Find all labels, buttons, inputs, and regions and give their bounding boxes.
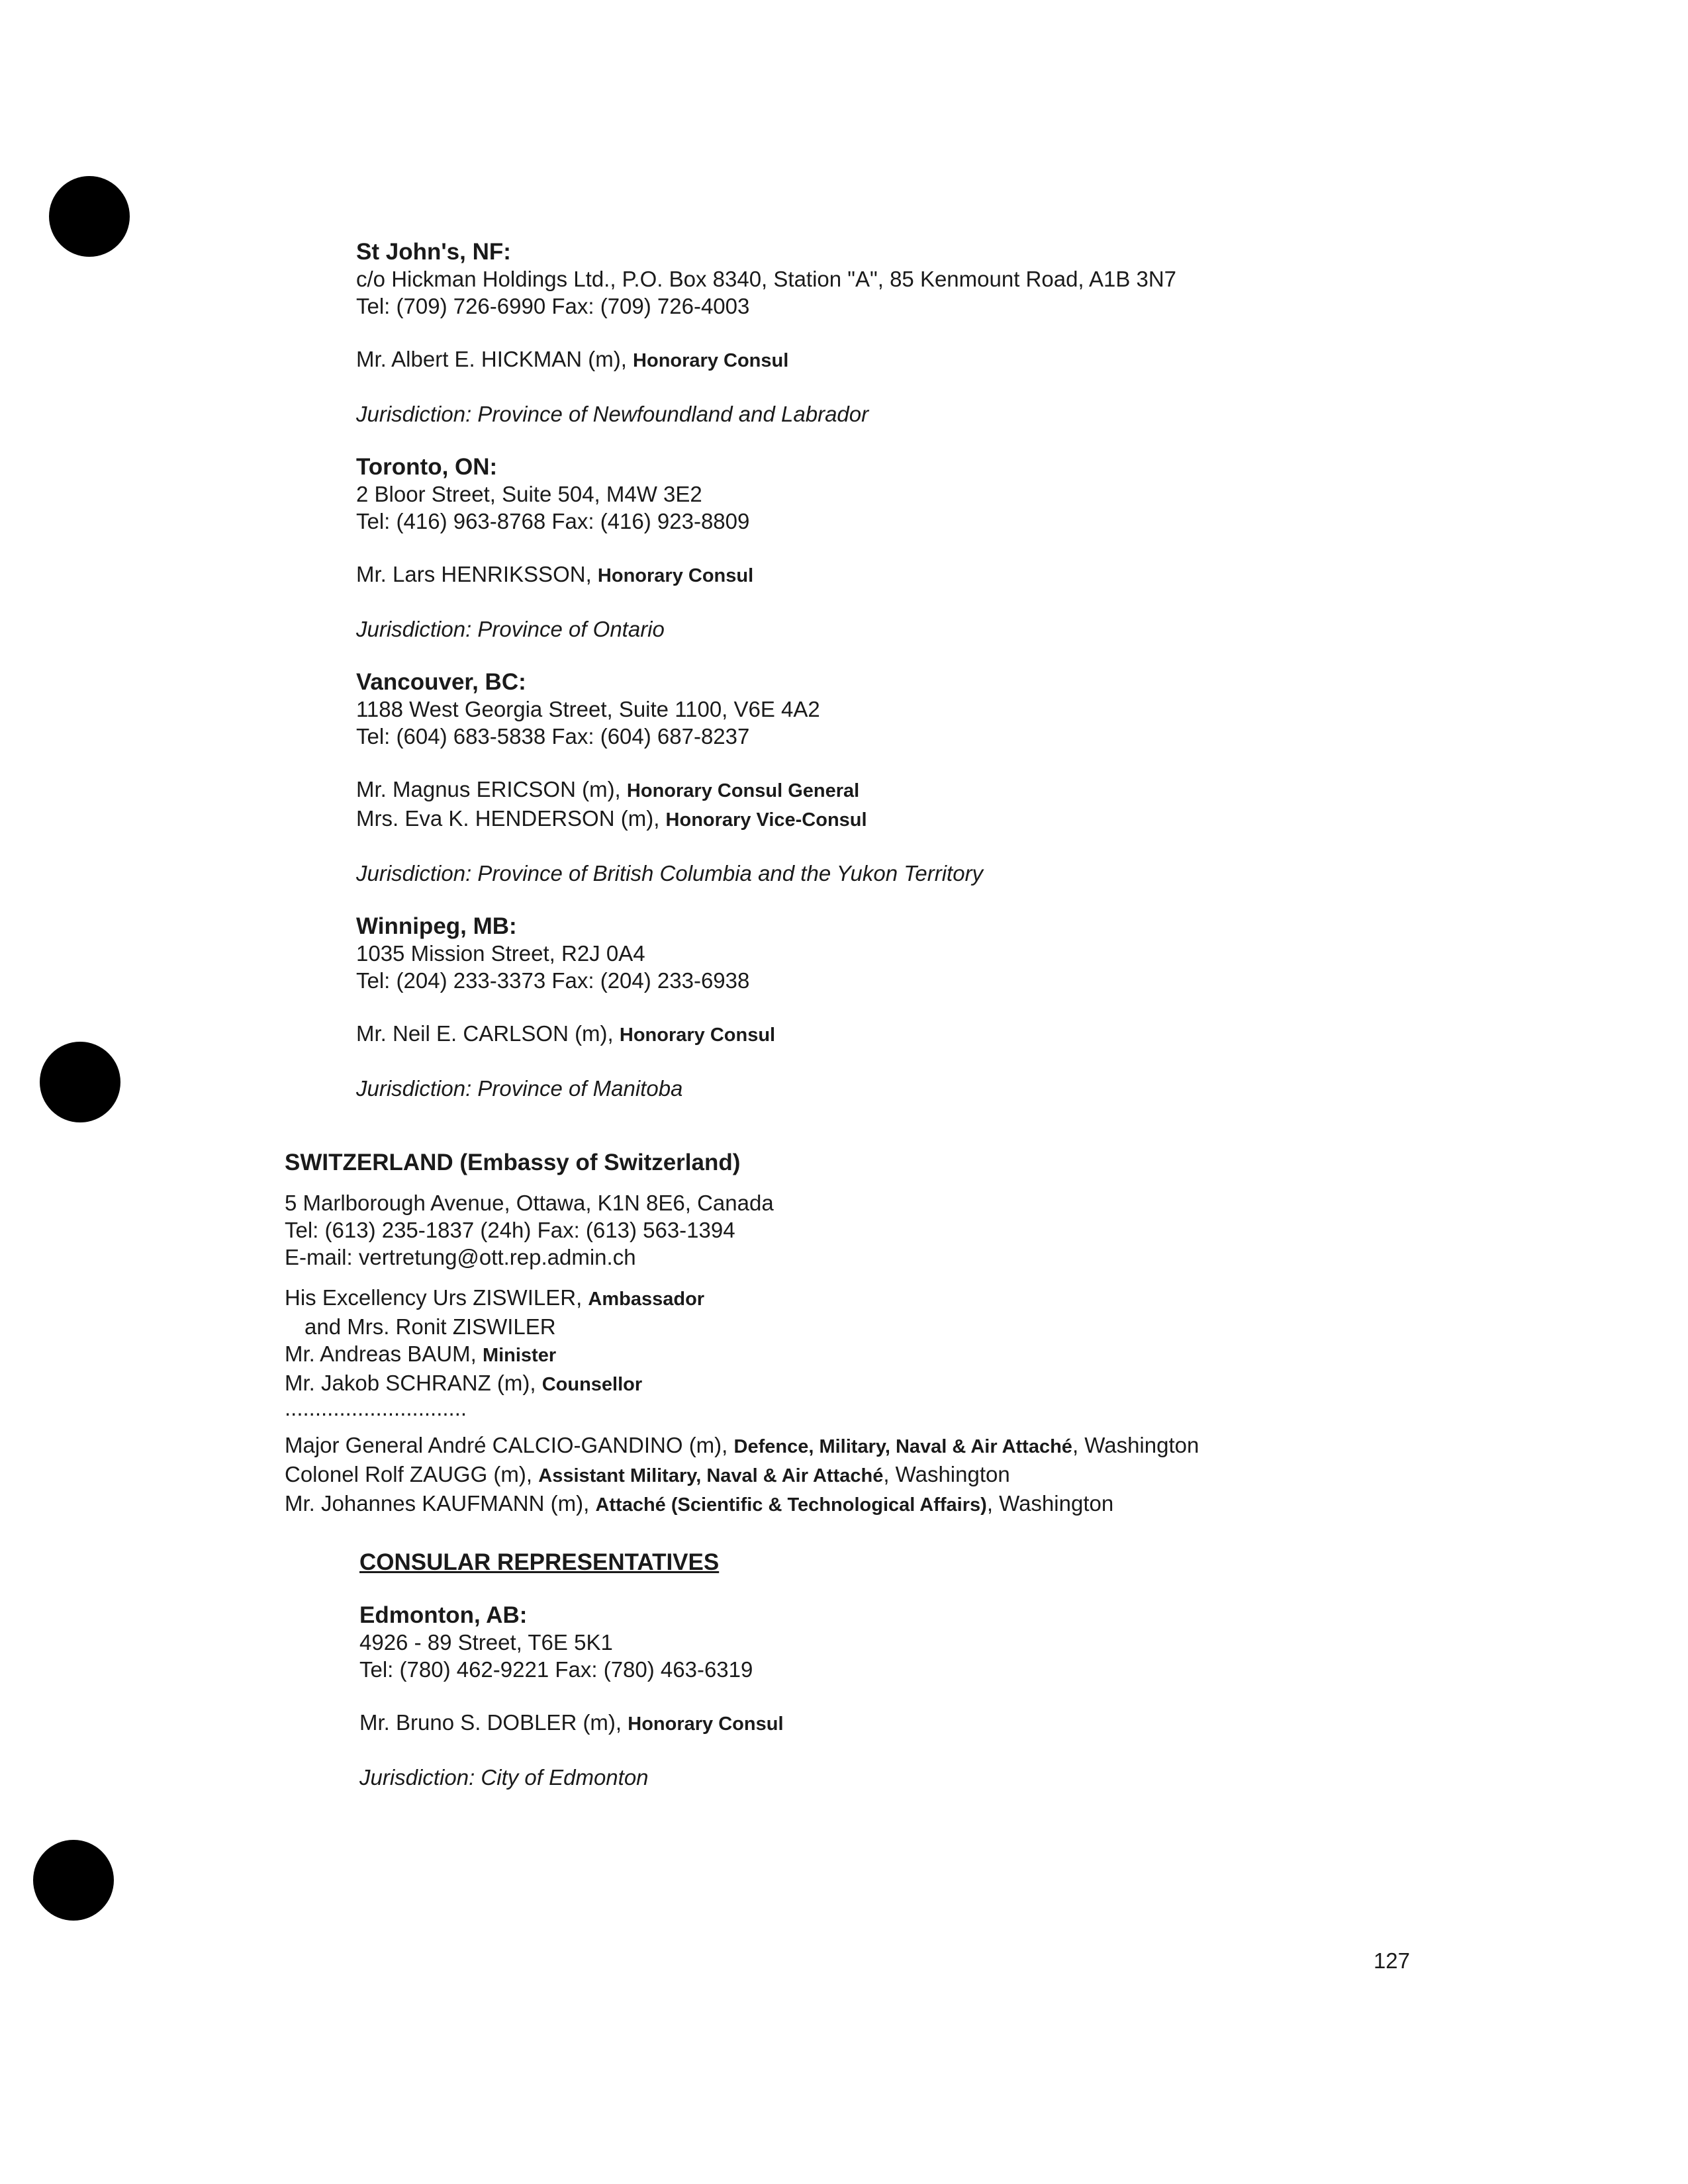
person-title: Honorary Consul General — [626, 780, 860, 801]
attache-name: Colonel Rolf ZAUGG (m), — [285, 1462, 533, 1486]
staff-title: Counsellor — [541, 1374, 643, 1395]
attache-location: , Washington — [1072, 1433, 1199, 1457]
city-heading: St John's, NF: — [356, 239, 511, 265]
staff-line — [285, 1284, 1199, 1313]
person-title: Honorary Vice-Consul — [665, 809, 867, 831]
embassy-address: 5 Marlborough Avenue, Ottawa, K1N 8E6, Canada — [285, 1191, 774, 1215]
staff-title: Ambassador — [588, 1289, 705, 1310]
jurisdiction: Jurisdiction: Province of Ontario — [356, 617, 665, 641]
attache-name: Major General André CALCIO-GANDINO (m), — [285, 1433, 728, 1457]
attache-location: , Washington — [986, 1491, 1114, 1516]
staff-title: Minister — [482, 1345, 557, 1366]
person-name: Mr. Magnus ERICSON (m), — [356, 777, 621, 801]
attache-location: , Washington — [883, 1462, 1010, 1486]
page-number: 127 — [1373, 1948, 1410, 1973]
jurisdiction: Jurisdiction: Province of British Columbia and the Yukon Territory — [356, 861, 984, 886]
attache-title: Defence, Military, Naval & Air Attaché — [733, 1436, 1072, 1457]
phone: Tel: (416) 963-8768 Fax: (416) 923-8809 — [356, 509, 750, 533]
consulates-top — [356, 238, 1176, 1102]
punch-hole-bottom — [33, 1840, 114, 1921]
person-name: Mr. Albert E. HICKMAN (m), — [356, 347, 627, 371]
person-title: Honorary Consul — [628, 1713, 784, 1735]
person-line — [356, 345, 1176, 375]
phone: Tel: (780) 462-9221 Fax: (780) 463-6319 — [359, 1657, 753, 1682]
staff-name: His Excellency Urs ZISWILER, — [285, 1285, 583, 1310]
attache-line — [285, 1461, 1199, 1490]
city-heading: Edmonton, AB: — [359, 1602, 528, 1628]
attache-line — [285, 1490, 1199, 1519]
staff-line — [285, 1369, 1199, 1398]
punch-hole-top — [49, 176, 130, 257]
person-line — [356, 561, 1176, 590]
address: c/o Hickman Holdings Ltd., P.O. Box 8340, Station "A", 85 Kenmount Road, A1B 3N7 — [356, 267, 1177, 291]
jurisdiction: Jurisdiction: City of Edmonton — [359, 1765, 649, 1790]
address: 4926 - 89 Street, T6E 5K1 — [359, 1630, 613, 1655]
staff-name: and Mrs. Ronit ZISWILER — [305, 1314, 556, 1339]
person-line — [356, 1020, 1176, 1049]
city-heading: Toronto, ON: — [356, 454, 498, 480]
person-title: Honorary Consul — [597, 565, 754, 586]
punch-hole-middle — [40, 1042, 120, 1122]
jurisdiction: Jurisdiction: Province of Manitoba — [356, 1076, 683, 1101]
embassy-phone: Tel: (613) 235-1837 (24h) Fax: (613) 563-1394 — [285, 1218, 735, 1242]
city-heading: Winnipeg, MB: — [356, 913, 517, 939]
consular-section — [359, 1549, 784, 1791]
staff-name: Mr. Andreas BAUM, — [285, 1342, 477, 1366]
phone: Tel: (604) 683-5838 Fax: (604) 687-8237 — [356, 724, 750, 749]
embassy-heading: SWITZERLAND (Embassy of Switzerland) — [285, 1150, 741, 1175]
person-line — [356, 776, 1176, 805]
attache-title: Attaché (Scientific & Technological Affairs) — [595, 1494, 987, 1516]
staff-line — [285, 1313, 1199, 1340]
embassy-section — [285, 1149, 1199, 1519]
embassy-email: E-mail: vertretung@ott.rep.admin.ch — [285, 1245, 636, 1269]
jurisdiction: Jurisdiction: Province of Newfoundland and Labrador — [356, 402, 869, 426]
attache-title: Assistant Military, Naval & Air Attaché — [538, 1465, 884, 1486]
address: 1035 Mission Street, R2J 0A4 — [356, 941, 645, 966]
phone: Tel: (709) 726-6990 Fax: (709) 726-4003 — [356, 294, 750, 318]
person-title: Honorary Consul — [619, 1024, 776, 1046]
consular-heading: CONSULAR REPRESENTATIVES — [359, 1549, 720, 1575]
address: 2 Bloor Street, Suite 504, M4W 3E2 — [356, 482, 702, 506]
person-title: Honorary Consul — [633, 350, 789, 371]
person-line — [356, 805, 1176, 834]
person-name: Mr. Bruno S. DOBLER (m), — [359, 1710, 622, 1735]
staff-name: Mr. Jakob SCHRANZ (m), — [285, 1371, 536, 1395]
address: 1188 West Georgia Street, Suite 1100, V6E 4A2 — [356, 697, 820, 721]
person-line — [359, 1709, 784, 1738]
city-heading: Vancouver, BC: — [356, 669, 526, 695]
person-name: Mr. Neil E. CARLSON (m), — [356, 1021, 614, 1046]
staff-line — [285, 1340, 1199, 1369]
separator-dots: .............................. — [285, 1396, 467, 1420]
person-name: Mrs. Eva K. HENDERSON (m), — [356, 806, 660, 831]
person-name: Mr. Lars HENRIKSSON, — [356, 562, 592, 586]
attache-line — [285, 1432, 1199, 1461]
phone: Tel: (204) 233-3373 Fax: (204) 233-6938 — [356, 968, 750, 993]
attache-name: Mr. Johannes KAUFMANN (m), — [285, 1491, 590, 1516]
